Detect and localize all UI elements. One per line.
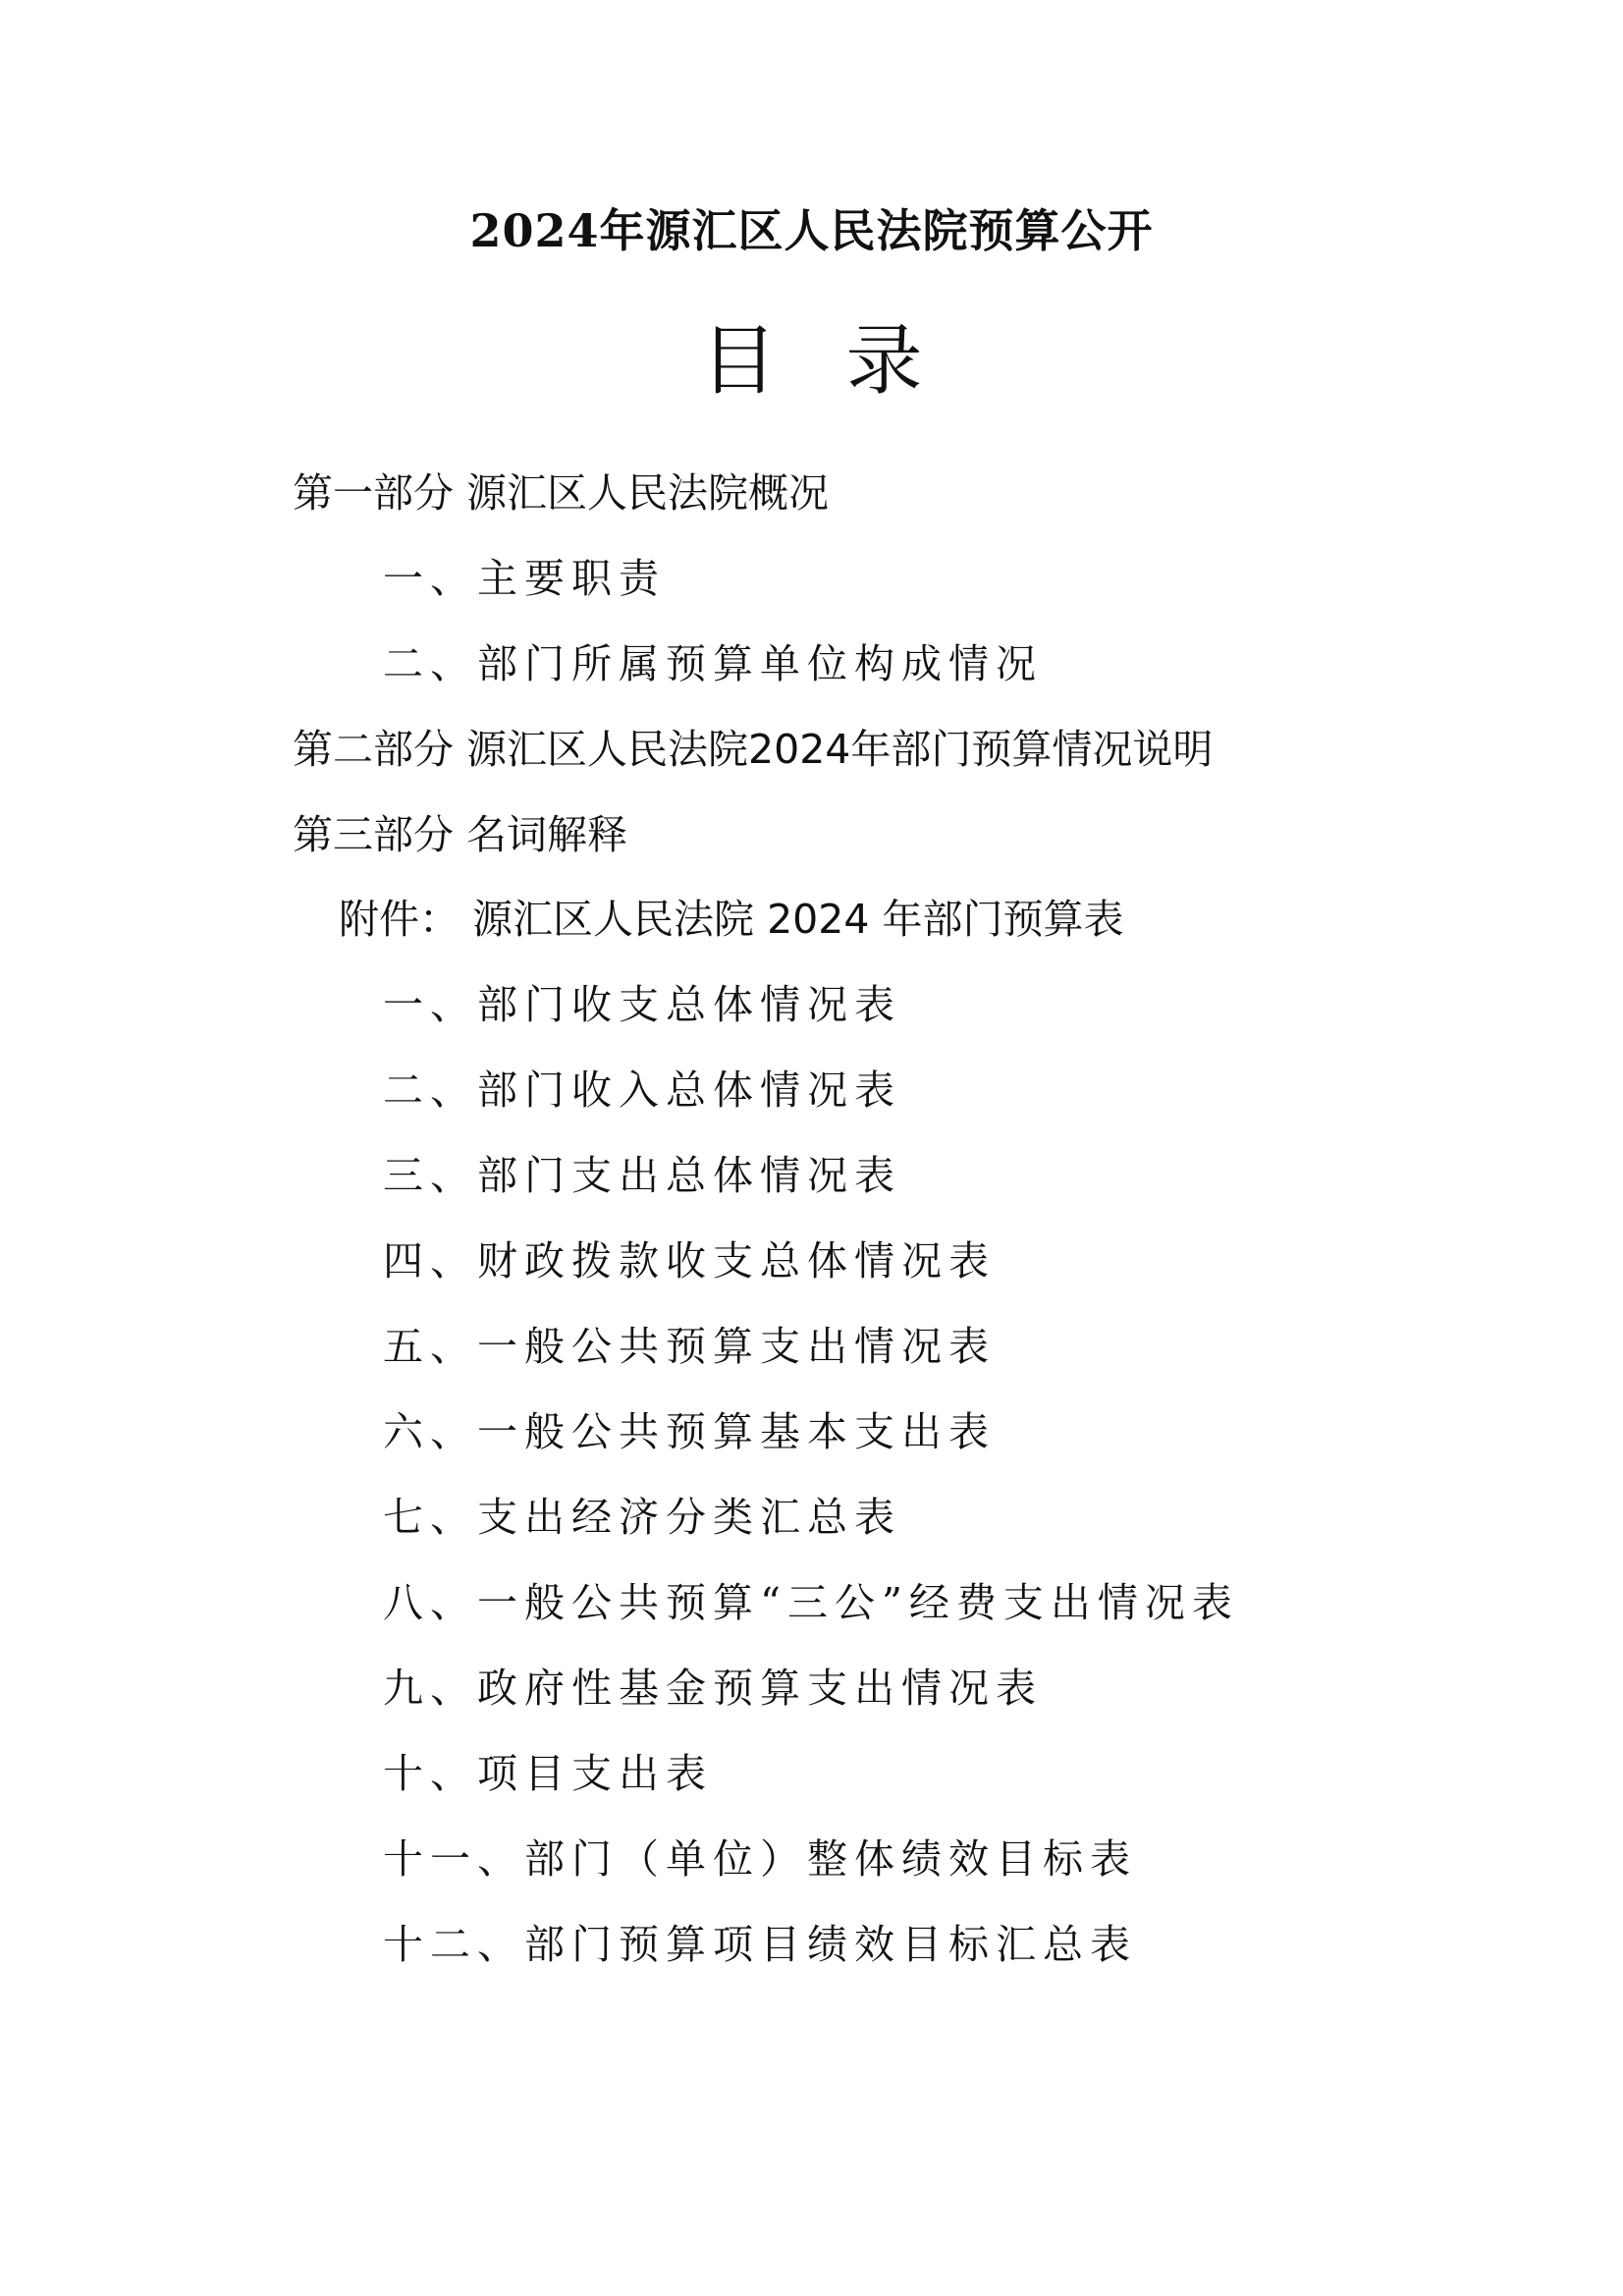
toc-item[interactable]: 一、主要职责 <box>383 555 666 602</box>
toc-heading-char-1: 目 <box>700 317 778 406</box>
toc-item[interactable]: 七、支出经济分类汇总表 <box>383 1494 901 1541</box>
document-title: 2024年源汇区人民法院预算公开 <box>469 204 1154 257</box>
toc-item[interactable]: 一、部门收支总体情况表 <box>383 981 901 1028</box>
toc-item[interactable]: 三、部门支出总体情况表 <box>383 1152 901 1199</box>
toc-item[interactable]: 十一、部门（单位）整体绩效目标表 <box>383 1835 1137 1883</box>
toc-item[interactable]: 六、一般公共预算基本支出表 <box>383 1408 996 1455</box>
toc-heading-char-2: 录 <box>845 317 923 406</box>
toc-item[interactable]: 五、一般公共预算支出情况表 <box>383 1323 996 1370</box>
toc-item[interactable]: 十、项目支出表 <box>383 1750 713 1797</box>
toc-item[interactable]: 二、部门所属预算单位构成情况 <box>383 640 1043 687</box>
toc-item[interactable]: 八、一般公共预算“三公”经费支出情况表 <box>383 1579 1239 1626</box>
toc-item[interactable]: 九、政府性基金预算支出情况表 <box>383 1665 1043 1712</box>
toc-part-2[interactable]: 第二部分 源汇区人民法院2024年部门预算情况说明 <box>293 726 1214 773</box>
toc-heading <box>0 314 1623 409</box>
toc-item[interactable]: 四、财政拨款收支总体情况表 <box>383 1237 996 1285</box>
toc-item[interactable]: 二、部门收入总体情况表 <box>383 1066 901 1114</box>
toc-annex[interactable]: 附件： 源汇区人民法院 2024 年部门预算表 <box>339 896 1124 943</box>
toc-part-3[interactable]: 第三部分 名词解释 <box>293 811 628 858</box>
toc-item[interactable]: 十二、部门预算项目绩效目标汇总表 <box>383 1921 1137 1968</box>
toc-part-1[interactable]: 第一部分 源汇区人民法院概况 <box>293 469 830 517</box>
